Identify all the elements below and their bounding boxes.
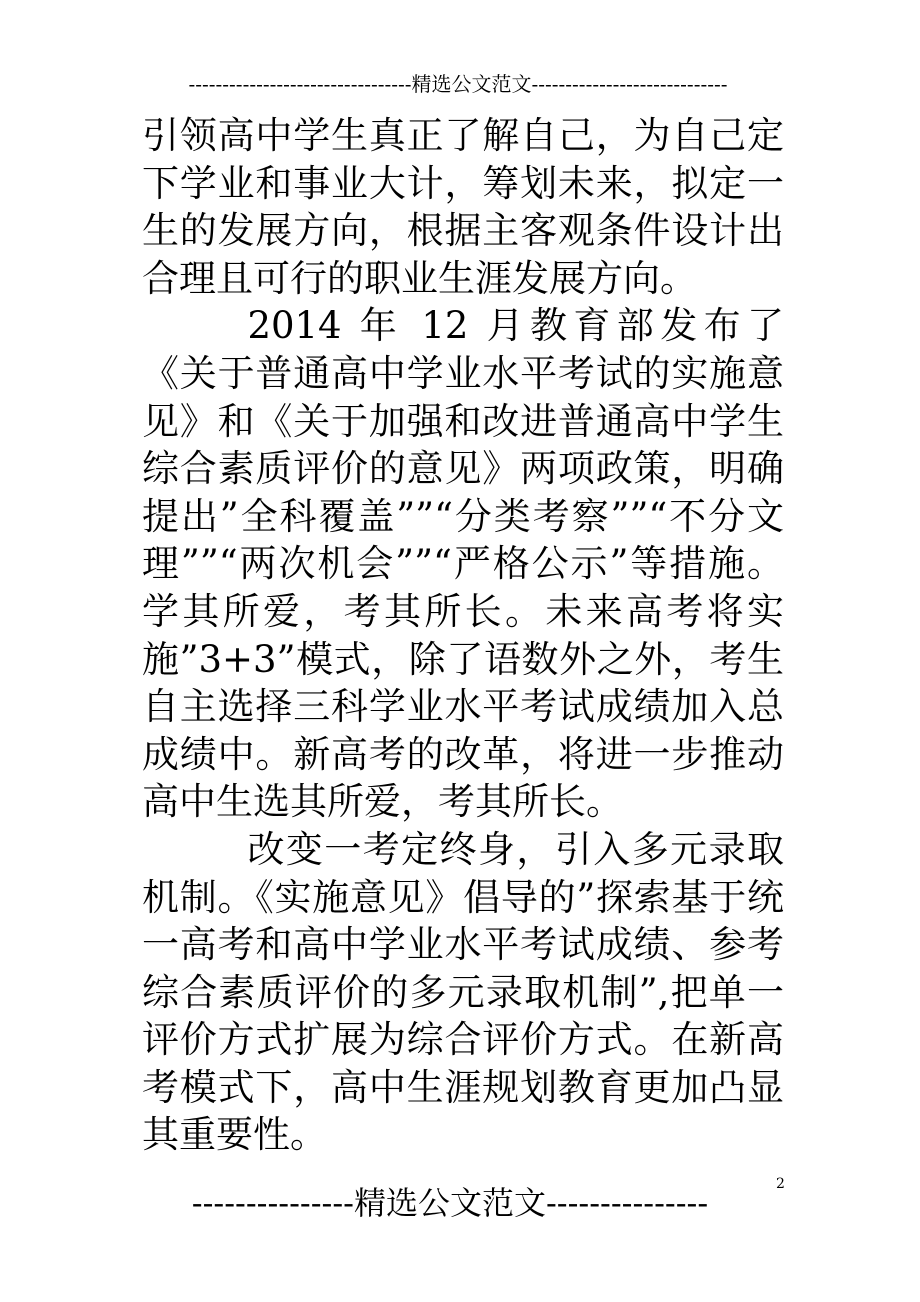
page-header: ---------------------------------精选公文范文----------------------------- xyxy=(188,72,728,96)
paragraph: 引领高中学生真正了解自己，为自己定下学业和事业大计，筹划未来，拟定一生的发展方向，根据主客观条件设计出合理且可行的职业生涯发展方向。 xyxy=(142,114,784,300)
page-number: 2 xyxy=(776,1176,785,1192)
document-body xyxy=(142,112,784,1159)
paragraph: 2014 年 12 月教育部发布了《关于普通高中学业水平考试的实施意见》和《关于加强和改进普通高中学生综合素质评价的意见》两项政策，明确提出”全科覆盖””“分类考察””“不分文理””“两次机会””“严格公示”等措施。学其所爱，考其所长。未来高考将实施”3+3”模式，除了语数外之外，考生自主选择三科学业水平考试成绩加入总成绩中。新高考的改革，将进一步推动高中生选其所爱，考其所长。 xyxy=(142,304,784,824)
page-footer: ---------------精选公文范文--------------- xyxy=(191,1184,709,1222)
paragraph: 改变一考定终身，引入多元录取机制。《实施意见》倡导的”探索基于统一高考和高中学业水平考试成绩、参考综合素质评价的多元录取机制”,把单一评价方式扩展为综合评价方式。在新高考模式下，高中生涯规划教育更加凸显其重要性。 xyxy=(142,827,784,1157)
